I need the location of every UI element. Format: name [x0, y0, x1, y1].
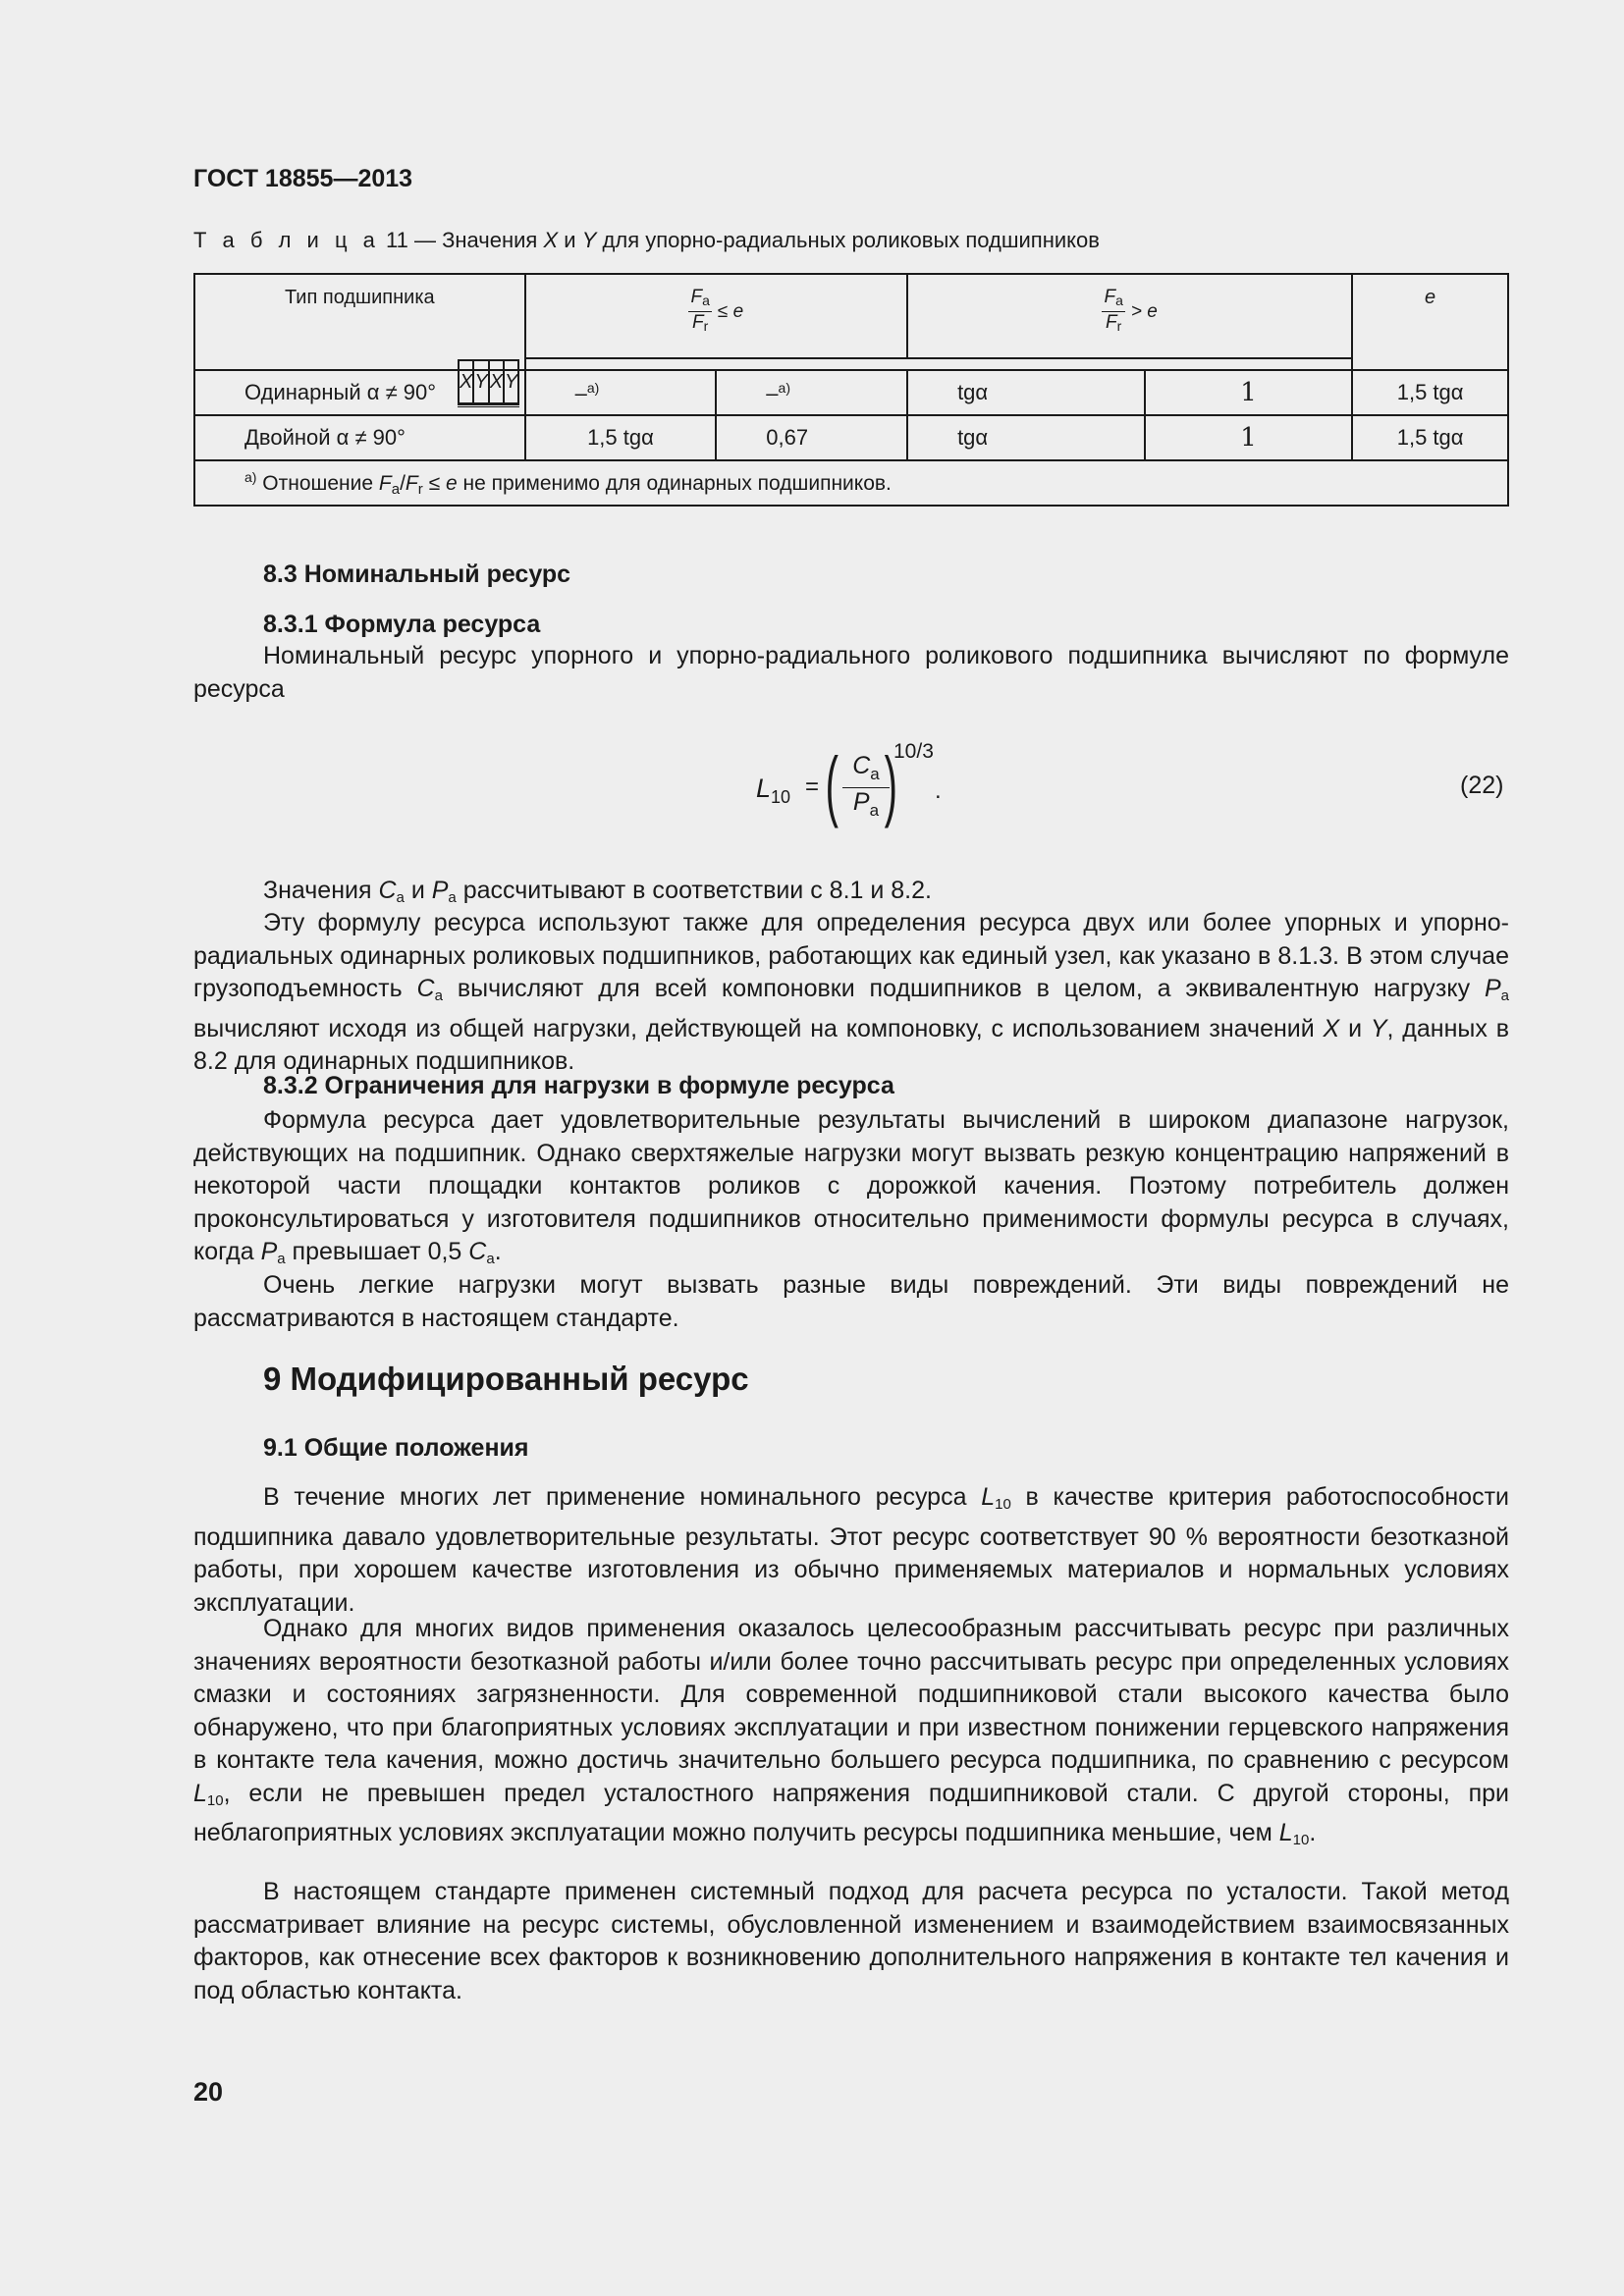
formula-fraction: $C_a$ $P_a$	[842, 752, 890, 821]
cell-type: Двойной α ≠ 90°	[194, 415, 525, 460]
table-caption-y: Y	[581, 228, 597, 252]
ratio-relation-gt: > e	[1130, 300, 1158, 322]
cell-y1: 0,67	[716, 415, 907, 460]
cell-y2: 1	[1145, 370, 1353, 415]
header-bearing-type: Тип подшипника	[194, 274, 525, 370]
section-8-3-title: 8.3 Номинальный ресурс	[263, 561, 571, 588]
paragraph-values: Значения $C_a$ и $P_a$ рассчитывают в соответствии с 8.1 и 8.2.	[263, 877, 932, 906]
paragraph-9-1-b: Однако для многих видов применения оказалось целесообразным рассчитывать ресурс при различных значениях вероятности безотказной работы и/или более точно рассчитывать ресурс при определенных условиях смазки и состояниях загрязненности. Для современной подшипниковой стали высокого качества было обнаружено, что при благоприятных условиях эксплуатации и при известном понижении герцевского напряжения в контакте тела качения, можно достичь значительно большего ресурса подшипника, по сравнению с ресурсом $L_{10}$, если не превышен предел усталостного напряжения подшипниковой стали. С другой стороны, при неблагоприятных условиях эксплуатации можно получить ресурсы подшипника меньшие, чем $L_{10}$.	[193, 1615, 1509, 1848]
paragraph-8-3-2-a: Формула ресурса дает удовлетворительные результаты вычислений в широком диапазоне нагрузок, действующих на подшипник. Однако сверхтяжелые нагрузки могут вызвать резкую концентрацию напряжений в некоторой части площадки контактов роликов с дорожкой качения. Поэтому потребитель должен проконсультироваться у изготовителя подшипников относительно применимости формулы ресурса в случаях, когда $P_a$ превышает 0,5 $C_a$.	[193, 1106, 1509, 1267]
table-caption-x: X	[543, 228, 559, 252]
table-caption-prefix: Т а б л и ц а	[193, 228, 380, 252]
cell-e: 1,5 tgα	[1352, 415, 1508, 460]
section-8-3-1-title: 8.3.1 Формула ресурса	[263, 611, 541, 638]
cell-y1: –$^{a)}$	[716, 370, 907, 415]
section-9-title: 9 Модифицированный ресурс	[263, 1361, 749, 1397]
formula-power: 10/3	[893, 740, 934, 763]
cell-x1: –$^{a)}$	[525, 370, 717, 415]
cell-x1: 1,5 tgα	[525, 415, 717, 460]
table-caption	[193, 228, 1100, 253]
header-ratio-gt-e	[907, 274, 1352, 358]
ratio-relation-le: ≤ e	[717, 300, 744, 322]
table-caption-num: 11 — Значения	[386, 228, 538, 252]
standard-header: ГОСТ 18855—2013	[193, 165, 413, 192]
table-caption-rest: для упорно-радиальных роликовых подшипников	[602, 228, 1100, 252]
paragraph-9-1-c: В настоящем стандарте применен системный подход для расчета ресурса по усталости. Такой метод рассматривает влияние на ресурс системы, обусловленной изменением и взаимодействием взаимосвязанных факторов, как отнесение всех факторов к возникновению дополнительного напряжения в контакте тел качения и под областью контакта.	[193, 1878, 1509, 2004]
table-note-row	[194, 460, 1508, 506]
ratio-fraction: $\frac{F_a}{F_r}$	[1104, 287, 1123, 334]
cell-x2: tgα	[907, 415, 1145, 460]
formula-22	[756, 738, 972, 846]
paragraph-formula-use: Эту формулу ресурса используют также для определения ресурса двух или более упорных и упорно-радиальных одинарных роликовых подшипников, работающих как единый узел, как указано в 8.1.3. В этом случае грузоподъемность $C_a$ вычисляют для всей компоновки подшипников в целом, а эквивалентную нагрузку $P_a$ вычисляют исходя из общей нагрузки, действующей на компоновку, с использованием значений X и Y, данных в 8.2 для одинарных подшипников.	[193, 909, 1509, 1075]
cell-e: 1,5 tgα	[1352, 370, 1508, 415]
header-y-gt: Y	[504, 360, 518, 403]
table-caption-and: и	[564, 228, 576, 252]
header-e: e	[1352, 274, 1508, 370]
header-x-gt: X	[489, 360, 504, 403]
section-8-3-2-title: 8.3.2 Ограничения для нагрузки в формуле ресурса	[263, 1072, 894, 1099]
paragraph-8-3-2-b: Очень легкие нагрузки могут вызвать разные виды повреждений. Эти виды повреждений не рассматриваются в настоящем стандарте.	[193, 1271, 1509, 1332]
cell-type: Одинарный α ≠ 90°	[194, 370, 525, 415]
page-number: 20	[193, 2077, 224, 2107]
table-row	[194, 370, 1508, 415]
paragraph-9-1-a: В течение многих лет применение номинального ресурса $L_{10}$ в качестве критерия работоспособности подшипника давало удовлетворительные результаты. Этот ресурс соответствует 90 % вероятности безотказной работы, при хорошем качестве изготовления из обычно применяемых материалов и нормальных условиях эксплуатации.	[193, 1483, 1509, 1617]
section-9-1-title: 9.1 Общие положения	[263, 1434, 529, 1462]
header-y-le: Y	[473, 360, 488, 403]
table-row	[194, 415, 1508, 460]
header-x-le: X	[459, 360, 473, 403]
header-ratio-le-e	[525, 274, 907, 358]
ratio-fraction: $\frac{F_a}{F_r}$	[690, 287, 710, 334]
formula-dot: .	[935, 777, 942, 804]
formula-paren-right: )	[884, 741, 897, 828]
paragraph-8-3-1: Номинальный ресурс упорного и упорно-радиального роликового подшипника вычисляют по формуле ресурса	[193, 642, 1509, 703]
table-note: $^{a)}$ Отношение $F_a/F_r \le e$ не применимо для одинарных подшипников.	[194, 460, 1508, 506]
formula-paren-left: (	[825, 741, 839, 828]
cell-y2: 1	[1145, 415, 1353, 460]
equation-number: (22)	[1460, 772, 1504, 799]
table-11	[193, 273, 1509, 507]
formula-eq: =	[805, 774, 820, 800]
cell-x2: tgα	[907, 370, 1145, 415]
formula-lhs: $L_{10}$	[756, 774, 791, 807]
